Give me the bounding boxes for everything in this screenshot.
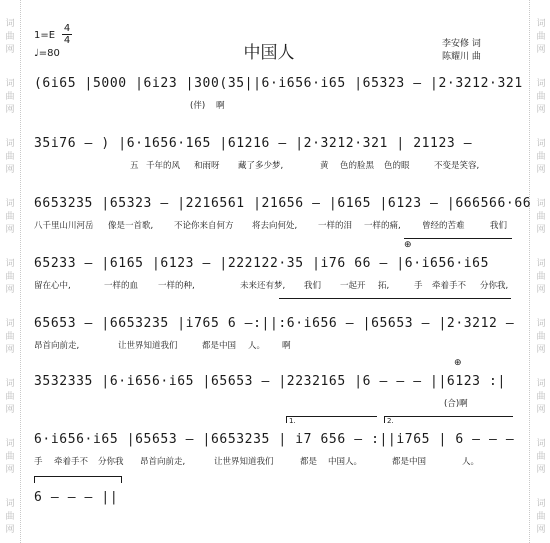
lyric: 人。 <box>248 341 266 351</box>
coda-line <box>404 238 512 245</box>
composer: 陈耀川 曲 <box>442 52 481 62</box>
lyric: 让世界知道我们 <box>118 341 178 351</box>
lyric-line <box>34 455 520 469</box>
notation-line: 6 – – – || <box>34 490 119 505</box>
lyric: 未来还有梦, <box>240 281 286 291</box>
lyric: 分你我 <box>98 457 124 467</box>
lyric: 曾经的苦难 <box>422 221 465 231</box>
lyric: (伴) <box>190 101 206 111</box>
watermark-text: 词曲网 <box>5 259 15 295</box>
lyric: 千年的风 <box>146 161 181 171</box>
notation-line: 3532335 |6·i656·i65 |65653 – |2232165 |6 – – – ||6123 :| <box>34 374 506 389</box>
lyric: 留在心中, <box>34 281 71 291</box>
repeat-line <box>279 298 511 305</box>
lyric: 一样的痛, <box>364 221 401 231</box>
lyric: 人。 <box>462 457 480 467</box>
lyric: 和雨呀 <box>194 161 220 171</box>
lyric: 都是 <box>300 457 318 467</box>
lyric: 藏了多少梦, <box>238 161 284 171</box>
notation-line: 65653 – |6653235 |i765 6 –:||:6·i656 – |65653 – |2·3212 – <box>34 316 515 331</box>
notation-line: 65233 – |6165 |6123 – |222122·35 |i76 66 – |6·i656·i65 <box>34 256 490 271</box>
notation-line: 6·i656·i65 |65653 – |6653235 | i7 656 – :||i765 | 6 – – – <box>34 432 515 447</box>
lyric: 五 <box>130 161 139 171</box>
lyric: 一样的泪 <box>318 221 353 231</box>
final-bracket <box>34 476 122 483</box>
lyric: 啊 <box>282 341 291 351</box>
time-signature <box>61 23 73 46</box>
lyric: 不论你来自何方 <box>174 221 234 231</box>
watermark-text: 词曲网 <box>536 379 546 415</box>
lyric-line <box>34 339 520 353</box>
meter-bottom: 4 <box>63 35 71 46</box>
lyric: 啊 <box>216 101 225 111</box>
lyric: (合)啊 <box>444 399 468 409</box>
volta-bracket-first: 1. <box>286 416 377 423</box>
lyric: 黄 <box>320 161 329 171</box>
meter-top: 4 <box>63 23 71 34</box>
watermark-text: 词曲网 <box>536 259 546 295</box>
watermark-text: 词曲网 <box>5 499 15 535</box>
lyric: 分你我, <box>480 281 509 291</box>
lyric: 拓, <box>378 281 390 291</box>
lyric-line <box>34 159 520 173</box>
coda-sign-icon <box>454 358 462 368</box>
lyric-line <box>34 99 520 113</box>
watermark-text: 词曲网 <box>5 79 15 115</box>
lyric: 不变是笑容, <box>434 161 480 171</box>
lyric: 我们 <box>304 281 322 291</box>
lyric: 像是一首歌, <box>108 221 154 231</box>
volta-bracket-second: 2. <box>384 416 513 423</box>
lyric: 中国人。 <box>328 457 363 467</box>
lyric: 手 <box>34 457 43 467</box>
lyric-line <box>34 279 520 293</box>
right-watermark-strip <box>529 0 550 543</box>
score-sheet <box>24 0 532 543</box>
lyric: 昂首向前走, <box>140 457 186 467</box>
lyric: 牵着手不 <box>54 457 89 467</box>
notation-line: 6653235 |65323 – |2216561 |21656 – |6165 |6123 – |666566·66 <box>34 196 532 211</box>
watermark-text: 词曲网 <box>536 79 546 115</box>
credits <box>442 38 481 64</box>
lyric: 我们 <box>490 221 508 231</box>
lyric: 色的眼 <box>384 161 410 171</box>
watermark-text: 词曲网 <box>5 19 15 55</box>
lyric-line <box>34 219 520 233</box>
lyricist: 李安修 词 <box>442 39 481 49</box>
lyric: 将去向何处, <box>252 221 298 231</box>
key-signature: 1=E <box>34 30 56 41</box>
tempo-marking: ♩=80 <box>34 48 60 59</box>
watermark-text: 词曲网 <box>536 19 546 55</box>
lyric: 都是中国 <box>202 341 237 351</box>
lyric: 色的脸黑 <box>340 161 375 171</box>
lyric-line <box>34 397 520 411</box>
watermark-text: 词曲网 <box>5 379 15 415</box>
watermark-text: 词曲网 <box>536 499 546 535</box>
watermark-text: 词曲网 <box>536 199 546 235</box>
lyric: 手 <box>414 281 423 291</box>
notation-line: (6i65 |5000 |6i23 |300(35||6·i656·i65 |65323 – |2·3212·321 <box>34 76 523 91</box>
lyric: 八千里山川河岳 <box>34 221 94 231</box>
watermark-text: 词曲网 <box>536 139 546 175</box>
lyric: 一样的种, <box>158 281 195 291</box>
watermark-text: 词曲网 <box>536 439 546 475</box>
watermark-text: 词曲网 <box>536 319 546 355</box>
lyric: 都是中国 <box>392 457 427 467</box>
lyric: 让世界知道我们 <box>214 457 274 467</box>
watermark-text: 词曲网 <box>5 439 15 475</box>
lyric: 一样的血 <box>104 281 139 291</box>
song-title: 中国人 <box>243 43 295 63</box>
watermark-text: 词曲网 <box>5 199 15 235</box>
lyric: 昂首向前走, <box>34 341 80 351</box>
lyric: 一起开 <box>340 281 366 291</box>
notation-line: 35i76 – ) |6·1656·165 |61216 – |2·3212·321 | 21123 – <box>34 136 473 151</box>
left-watermark-strip <box>0 0 21 543</box>
watermark-text: 词曲网 <box>5 139 15 175</box>
watermark-text: 词曲网 <box>5 319 15 355</box>
lyric: 牵着手不 <box>432 281 467 291</box>
